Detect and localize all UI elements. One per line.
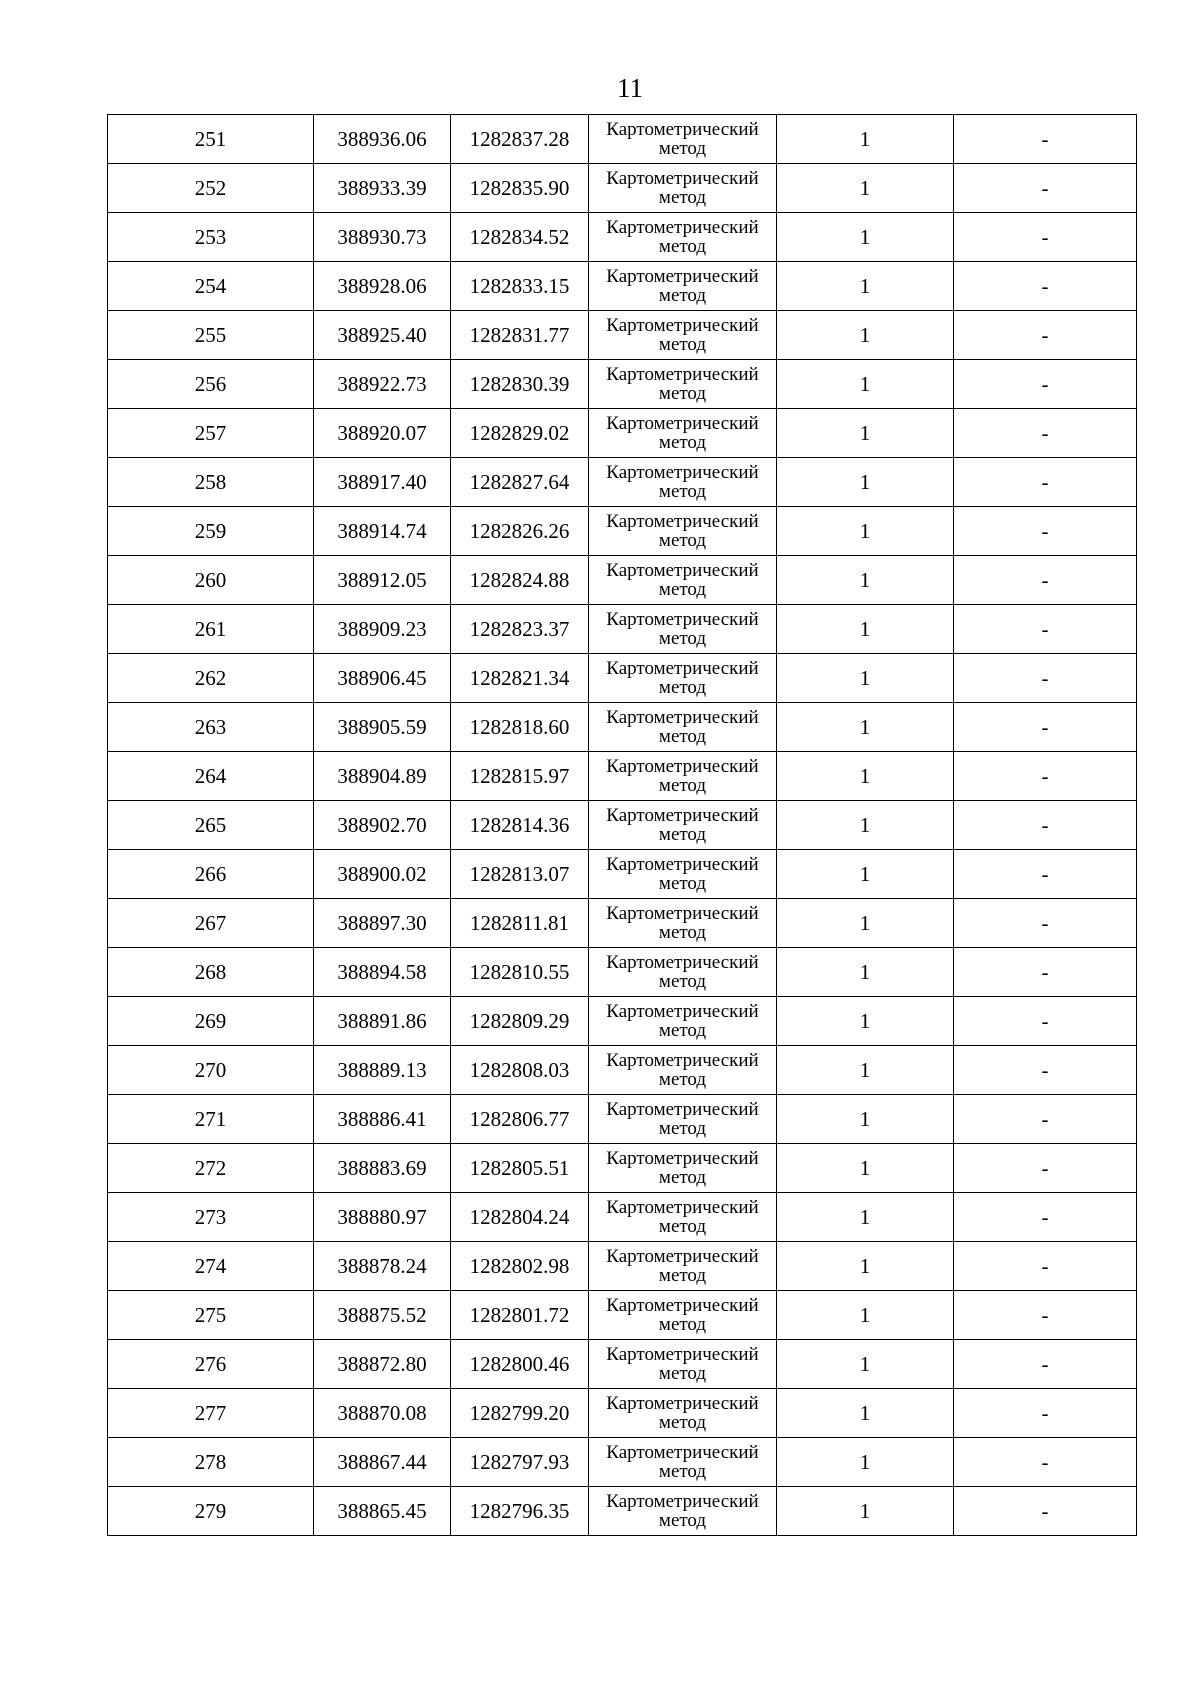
y-coordinate-cell: 1282826.26 [451, 507, 589, 556]
table-row [108, 1438, 1137, 1487]
method-line-1: Картометрический [606, 903, 759, 924]
note-cell: - [954, 1487, 1137, 1536]
table-row [108, 115, 1137, 164]
method-line-1: Картометрический [606, 315, 759, 336]
point-number-cell: 277 [108, 1389, 314, 1438]
method-cell [589, 409, 777, 458]
precision-cell: 1 [777, 164, 954, 213]
note-cell: - [954, 360, 1137, 409]
note-cell: - [954, 311, 1137, 360]
y-coordinate-cell: 1282831.77 [451, 311, 589, 360]
y-coordinate-cell: 1282804.24 [451, 1193, 589, 1242]
point-number-cell: 265 [108, 801, 314, 850]
point-number-cell: 259 [108, 507, 314, 556]
method-line-1: Картометрический [606, 854, 759, 875]
method-line-2: метод [658, 726, 707, 747]
point-number-cell: 278 [108, 1438, 314, 1487]
precision-cell: 1 [777, 850, 954, 899]
precision-cell: 1 [777, 899, 954, 948]
x-coordinate-cell: 388897.30 [314, 899, 451, 948]
point-number-cell: 276 [108, 1340, 314, 1389]
point-number-cell: 251 [108, 115, 314, 164]
y-coordinate-cell: 1282818.60 [451, 703, 589, 752]
method-line-2: метод [658, 1069, 707, 1090]
method-line-2: метод [658, 1118, 707, 1139]
method-cell [589, 262, 777, 311]
method-line-2: метод [658, 579, 707, 600]
precision-cell: 1 [777, 556, 954, 605]
method-line-1: Картометрический [606, 1295, 759, 1316]
table-row [108, 1340, 1137, 1389]
method-line-2: метод [658, 628, 707, 649]
method-cell [589, 458, 777, 507]
method-line-1: Картометрический [606, 1491, 759, 1512]
y-coordinate-cell: 1282813.07 [451, 850, 589, 899]
method-cell [589, 1046, 777, 1095]
precision-cell: 1 [777, 1144, 954, 1193]
method-line-1: Картометрический [606, 1099, 759, 1120]
method-line-2: метод [658, 1461, 707, 1482]
method-line-1: Картометрический [606, 805, 759, 826]
table-row [108, 409, 1137, 458]
x-coordinate-cell: 388928.06 [314, 262, 451, 311]
method-cell [589, 311, 777, 360]
table-row [108, 850, 1137, 899]
table-row [108, 1291, 1137, 1340]
method-cell [589, 703, 777, 752]
method-cell [589, 1095, 777, 1144]
x-coordinate-cell: 388920.07 [314, 409, 451, 458]
table-row [108, 1046, 1137, 1095]
method-cell [589, 899, 777, 948]
point-number-cell: 254 [108, 262, 314, 311]
method-cell [589, 654, 777, 703]
table-row [108, 752, 1137, 801]
precision-cell: 1 [777, 997, 954, 1046]
method-cell [589, 1291, 777, 1340]
point-number-cell: 261 [108, 605, 314, 654]
point-number-cell: 258 [108, 458, 314, 507]
method-cell [589, 1193, 777, 1242]
method-line-1: Картометрический [606, 1393, 759, 1414]
note-cell: - [954, 213, 1137, 262]
precision-cell: 1 [777, 1487, 954, 1536]
method-line-2: метод [658, 1314, 707, 1335]
method-line-2: метод [658, 677, 707, 698]
coordinates-table-body [108, 115, 1137, 1536]
y-coordinate-cell: 1282824.88 [451, 556, 589, 605]
note-cell: - [954, 1193, 1137, 1242]
coordinates-table [107, 114, 1137, 1536]
method-cell [589, 1242, 777, 1291]
y-coordinate-cell: 1282809.29 [451, 997, 589, 1046]
method-line-2: метод [658, 775, 707, 796]
x-coordinate-cell: 388922.73 [314, 360, 451, 409]
point-number-cell: 264 [108, 752, 314, 801]
x-coordinate-cell: 388930.73 [314, 213, 451, 262]
precision-cell: 1 [777, 507, 954, 556]
x-coordinate-cell: 388889.13 [314, 1046, 451, 1095]
method-line-1: Картометрический [606, 364, 759, 385]
method-line-2: метод [658, 383, 707, 404]
x-coordinate-cell: 388880.97 [314, 1193, 451, 1242]
point-number-cell: 269 [108, 997, 314, 1046]
table-row [108, 899, 1137, 948]
table-row [108, 654, 1137, 703]
x-coordinate-cell: 388906.45 [314, 654, 451, 703]
method-line-2: метод [658, 334, 707, 355]
method-line-2: метод [658, 432, 707, 453]
note-cell: - [954, 654, 1137, 703]
method-line-2: метод [658, 1020, 707, 1041]
x-coordinate-cell: 388865.45 [314, 1487, 451, 1536]
table-row [108, 1389, 1137, 1438]
y-coordinate-cell: 1282833.15 [451, 262, 589, 311]
method-line-1: Картометрический [606, 462, 759, 483]
method-cell [589, 556, 777, 605]
point-number-cell: 260 [108, 556, 314, 605]
note-cell: - [954, 115, 1137, 164]
table-row [108, 997, 1137, 1046]
method-cell [589, 801, 777, 850]
method-cell [589, 360, 777, 409]
y-coordinate-cell: 1282837.28 [451, 115, 589, 164]
precision-cell: 1 [777, 1438, 954, 1487]
x-coordinate-cell: 388936.06 [314, 115, 451, 164]
precision-cell: 1 [777, 1291, 954, 1340]
x-coordinate-cell: 388878.24 [314, 1242, 451, 1291]
table-row [108, 1193, 1137, 1242]
note-cell: - [954, 801, 1137, 850]
method-line-2: метод [658, 824, 707, 845]
precision-cell: 1 [777, 1193, 954, 1242]
method-line-2: метод [658, 236, 707, 257]
y-coordinate-cell: 1282829.02 [451, 409, 589, 458]
method-line-1: Картометрический [606, 266, 759, 287]
point-number-cell: 279 [108, 1487, 314, 1536]
table-row [108, 801, 1137, 850]
precision-cell: 1 [777, 115, 954, 164]
precision-cell: 1 [777, 752, 954, 801]
note-cell: - [954, 1291, 1137, 1340]
method-cell [589, 1340, 777, 1389]
precision-cell: 1 [777, 703, 954, 752]
y-coordinate-cell: 1282796.35 [451, 1487, 589, 1536]
method-line-2: метод [658, 1412, 707, 1433]
x-coordinate-cell: 388925.40 [314, 311, 451, 360]
method-cell [589, 850, 777, 899]
table-row [108, 164, 1137, 213]
y-coordinate-cell: 1282797.93 [451, 1438, 589, 1487]
x-coordinate-cell: 388904.89 [314, 752, 451, 801]
method-cell [589, 1487, 777, 1536]
method-line-2: метод [658, 1167, 707, 1188]
precision-cell: 1 [777, 1242, 954, 1291]
table-row [108, 703, 1137, 752]
table-row [108, 1487, 1137, 1536]
table-row [108, 360, 1137, 409]
precision-cell: 1 [777, 262, 954, 311]
method-line-2: метод [658, 530, 707, 551]
precision-cell: 1 [777, 311, 954, 360]
method-line-1: Картометрический [606, 1246, 759, 1267]
precision-cell: 1 [777, 213, 954, 262]
note-cell: - [954, 507, 1137, 556]
x-coordinate-cell: 388900.02 [314, 850, 451, 899]
note-cell: - [954, 1389, 1137, 1438]
note-cell: - [954, 850, 1137, 899]
point-number-cell: 267 [108, 899, 314, 948]
note-cell: - [954, 703, 1137, 752]
precision-cell: 1 [777, 654, 954, 703]
note-cell: - [954, 899, 1137, 948]
method-line-1: Картометрический [606, 560, 759, 581]
method-line-2: метод [658, 1265, 707, 1286]
x-coordinate-cell: 388870.08 [314, 1389, 451, 1438]
method-line-1: Картометрический [606, 952, 759, 973]
method-line-1: Картометрический [606, 609, 759, 630]
precision-cell: 1 [777, 605, 954, 654]
y-coordinate-cell: 1282810.55 [451, 948, 589, 997]
x-coordinate-cell: 388891.86 [314, 997, 451, 1046]
method-line-1: Картометрический [606, 1197, 759, 1218]
point-number-cell: 256 [108, 360, 314, 409]
page-number: 11 [617, 73, 643, 103]
note-cell: - [954, 458, 1137, 507]
point-number-cell: 273 [108, 1193, 314, 1242]
method-line-2: метод [658, 481, 707, 502]
method-line-2: метод [658, 1216, 707, 1237]
method-line-1: Картометрический [606, 511, 759, 532]
y-coordinate-cell: 1282806.77 [451, 1095, 589, 1144]
precision-cell: 1 [777, 1095, 954, 1144]
point-number-cell: 262 [108, 654, 314, 703]
x-coordinate-cell: 388914.74 [314, 507, 451, 556]
table-row [108, 213, 1137, 262]
x-coordinate-cell: 388909.23 [314, 605, 451, 654]
method-cell [589, 164, 777, 213]
x-coordinate-cell: 388917.40 [314, 458, 451, 507]
table-row [108, 311, 1137, 360]
point-number-cell: 263 [108, 703, 314, 752]
method-line-1: Картометрический [606, 707, 759, 728]
y-coordinate-cell: 1282801.72 [451, 1291, 589, 1340]
y-coordinate-cell: 1282802.98 [451, 1242, 589, 1291]
method-line-1: Картометрический [606, 1344, 759, 1365]
method-cell [589, 1438, 777, 1487]
method-cell [589, 213, 777, 262]
method-line-2: метод [658, 1510, 707, 1531]
method-line-1: Картометрический [606, 413, 759, 434]
precision-cell: 1 [777, 1340, 954, 1389]
y-coordinate-cell: 1282823.37 [451, 605, 589, 654]
method-line-1: Картометрический [606, 1001, 759, 1022]
x-coordinate-cell: 388894.58 [314, 948, 451, 997]
method-line-2: метод [658, 138, 707, 159]
y-coordinate-cell: 1282815.97 [451, 752, 589, 801]
precision-cell: 1 [777, 360, 954, 409]
y-coordinate-cell: 1282799.20 [451, 1389, 589, 1438]
x-coordinate-cell: 388875.52 [314, 1291, 451, 1340]
method-line-1: Картометрический [606, 658, 759, 679]
method-cell [589, 605, 777, 654]
method-line-2: метод [658, 1363, 707, 1384]
y-coordinate-cell: 1282811.81 [451, 899, 589, 948]
x-coordinate-cell: 388883.69 [314, 1144, 451, 1193]
note-cell: - [954, 997, 1137, 1046]
note-cell: - [954, 948, 1137, 997]
note-cell: - [954, 262, 1137, 311]
method-line-1: Картометрический [606, 756, 759, 777]
method-line-1: Картометрический [606, 1050, 759, 1071]
table-row [108, 948, 1137, 997]
precision-cell: 1 [777, 1046, 954, 1095]
x-coordinate-cell: 388912.05 [314, 556, 451, 605]
point-number-cell: 271 [108, 1095, 314, 1144]
note-cell: - [954, 1438, 1137, 1487]
point-number-cell: 274 [108, 1242, 314, 1291]
point-number-cell: 257 [108, 409, 314, 458]
method-line-2: метод [658, 285, 707, 306]
note-cell: - [954, 1046, 1137, 1095]
point-number-cell: 253 [108, 213, 314, 262]
point-number-cell: 255 [108, 311, 314, 360]
y-coordinate-cell: 1282821.34 [451, 654, 589, 703]
method-line-2: метод [658, 971, 707, 992]
y-coordinate-cell: 1282808.03 [451, 1046, 589, 1095]
point-number-cell: 272 [108, 1144, 314, 1193]
precision-cell: 1 [777, 948, 954, 997]
method-line-2: метод [658, 922, 707, 943]
x-coordinate-cell: 388872.80 [314, 1340, 451, 1389]
table-row [108, 507, 1137, 556]
x-coordinate-cell: 388886.41 [314, 1095, 451, 1144]
x-coordinate-cell: 388905.59 [314, 703, 451, 752]
note-cell: - [954, 164, 1137, 213]
table-row [108, 458, 1137, 507]
table-row [108, 605, 1137, 654]
method-cell [589, 507, 777, 556]
y-coordinate-cell: 1282827.64 [451, 458, 589, 507]
method-cell [589, 1144, 777, 1193]
note-cell: - [954, 605, 1137, 654]
method-line-2: метод [658, 187, 707, 208]
point-number-cell: 252 [108, 164, 314, 213]
x-coordinate-cell: 388902.70 [314, 801, 451, 850]
method-line-1: Картометрический [606, 1442, 759, 1463]
method-line-2: метод [658, 873, 707, 894]
point-number-cell: 268 [108, 948, 314, 997]
point-number-cell: 275 [108, 1291, 314, 1340]
precision-cell: 1 [777, 1389, 954, 1438]
precision-cell: 1 [777, 801, 954, 850]
note-cell: - [954, 1242, 1137, 1291]
method-cell [589, 115, 777, 164]
table-row [108, 1242, 1137, 1291]
y-coordinate-cell: 1282805.51 [451, 1144, 589, 1193]
method-line-1: Картометрический [606, 1148, 759, 1169]
y-coordinate-cell: 1282814.36 [451, 801, 589, 850]
method-line-1: Картометрический [606, 168, 759, 189]
y-coordinate-cell: 1282830.39 [451, 360, 589, 409]
precision-cell: 1 [777, 409, 954, 458]
method-line-1: Картометрический [606, 217, 759, 238]
table-row [108, 556, 1137, 605]
method-cell [589, 752, 777, 801]
y-coordinate-cell: 1282800.46 [451, 1340, 589, 1389]
point-number-cell: 270 [108, 1046, 314, 1095]
note-cell: - [954, 752, 1137, 801]
x-coordinate-cell: 388933.39 [314, 164, 451, 213]
table-row [108, 1095, 1137, 1144]
method-line-1: Картометрический [606, 119, 759, 140]
note-cell: - [954, 1144, 1137, 1193]
note-cell: - [954, 1095, 1137, 1144]
table-row [108, 1144, 1137, 1193]
point-number-cell: 266 [108, 850, 314, 899]
method-cell [589, 948, 777, 997]
table-row [108, 262, 1137, 311]
note-cell: - [954, 409, 1137, 458]
method-cell [589, 1389, 777, 1438]
precision-cell: 1 [777, 458, 954, 507]
y-coordinate-cell: 1282835.90 [451, 164, 589, 213]
note-cell: - [954, 556, 1137, 605]
method-cell [589, 997, 777, 1046]
x-coordinate-cell: 388867.44 [314, 1438, 451, 1487]
note-cell: - [954, 1340, 1137, 1389]
y-coordinate-cell: 1282834.52 [451, 213, 589, 262]
